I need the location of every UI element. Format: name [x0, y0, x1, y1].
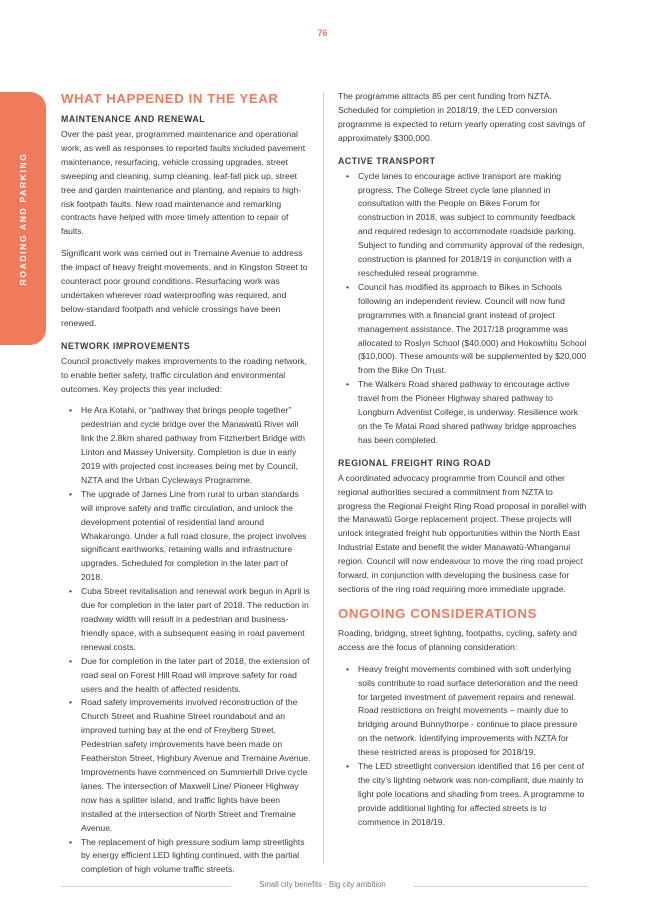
freight-paragraph: A coordinated advocacy programme from Council and other regional authorities secured a commitment from NZTA to progress the Regional Freight Ring Road proposal in parallel with the Manawatū Gorge replacement project. These projects will unlock integrated freight hub opportunities within the North East Industrial Estate and benefit the wider Manawatū-Whanganui region. Council will now endeavour to move the ring road project forward, in conjunction with developing the business case for sections of the ring road requiring more immediate upgrade. [338, 472, 587, 594]
list-item: • Cuba Street revitalisation and renewal work begun in April is due for completion in the later part of 2018. The reduction in roadway width will result in a pedestrian and business-friendly space, with a subsequent easing in road pavement renewal costs. [81, 585, 311, 655]
maintenance-paragraph-1: Over the past year, programmed maintenance and operational work, as well as responses to reported faults included pavement maintenance, resurfacing, vehicle crossing upgrades, street sweeping and cleaning, sump cleaning, leaf-fall pick up, street tree and garden maintenance and planting, and repairs to high-risk footpath faults. New road maintenance and remarking contracts have helped with more timely attention to repair of faults. [61, 129, 306, 237]
list-item: • The upgrade of James Line from rural to urban standards will improve safety and traffic circulation, and unlock the development potential of residential land around Whakarongo. Under a full road closure, the project involves significant earthworks, retaining walls and infrastructure upgrades. Scheduled for completion in the later part of 2018. [81, 488, 311, 585]
ongoing-intro: Roading, bridging, street lighting, footpaths, cycling, safety and access are the focus of planning consideration: [338, 627, 577, 652]
section-heading-ongoing: ONGOING CONSIDERATIONS [338, 605, 538, 621]
network-list [61, 404, 311, 877]
subheading-network: NETWORK IMPROVEMENTS [61, 340, 191, 351]
list-item: • Cycle lanes to encourage active transport are making progress. The College Street cycle lane planned in consultation with the People on Bikes Forum for construction in 2018, was subject to community feedback and required redesign to accommodate roadside parking. Subject to funding and community approval of the redesign, construction is planned for 2018/19 in conjunction with a rescheduled reseal programme. [358, 170, 588, 281]
network-intro: Council proactively makes improvements to the roading network, to enable better safety, traffic circulation and environmental outcomes. Key projects this year included: [61, 355, 307, 394]
section-heading-what-happened: WHAT HAPPENED IN THE YEAR [61, 91, 279, 106]
list-item: • Due for completion in the later part of 2018, the extension of road seal on Forest Hill Road will improve safety for road users and the health of affected residents. [81, 655, 311, 697]
maintenance-paragraph-2: Significant work was carried out in Tremaine Avenue to address the impact of heavy freight movements, and in Kingston Street to counteract poor ground conditions. Resurfacing work was undertaken wherever road waterproofing was required, and below-standard footpath and vehicle crossings have been renewed. [61, 248, 308, 328]
subheading-active-transport: ACTIVE TRANSPORT [338, 155, 436, 166]
list-item: • He Ara Kotahi, or “pathway that brings people together” pedestrian and cycle bridge over the Manawatū River will link the 2.8km shared pathway from Fitzherbert Bridge with Linton and Massey University. Completion is due in early 2019 with projected cost increases being met by Council, NZTA and the Urban Cycleways Programme. [81, 404, 311, 487]
section-side-tab [0, 92, 46, 345]
side-tab-label: ROADING AND PARKING [18, 151, 28, 286]
ongoing-list [338, 663, 588, 830]
footer-tagline: Small city benefits · Big city ambition [259, 880, 386, 889]
list-item: • Road safety improvements involved reconstruction of the Church Street and Ruahine Street roundabout and an improved turning bay at the end of Freyberg Street. Pedestrian safety improvements have been made on Featherston Street, Highbury Avenue and Tremaine Avenue. Improvements have commenced on Summerhill Drive cycle lanes. The intersection of Maxwell Line/ Pioneer Highway now has a splitter island, and traffic lights have been installed at the intersection of North Street and Tremaine Avenue. [81, 696, 311, 835]
led-paragraph: The programme attracts 85 per cent funding from NZTA. Scheduled for completion in 2018/19, the LED conversion programme is expected to return yearly operating cost savings of approximately $300,000. [338, 91, 585, 143]
list-item: • Heavy freight movements combined with soft underlying soils contribute to road surface deterioration and the need for targeted investment of pavement repairs and renewal. Road restrictions on freight movements – mainly due to bridging around Bunnythorpe - continue to place pressure on the network. Identifying improvements with NZTA for these restricted areas is proposed for 2018/19. [358, 663, 588, 760]
list-item: • The replacement of high pressure sodium lamp streetlights by energy efficient LED lighting continued, with the partial completion of high volume traffic streets. [81, 836, 311, 878]
list-item: • The LED streetlight conversion identified that 16 per cent of the city’s lighting network was non-compliant, due mainly to light pole locations and shading from trees. A programme to provide additional lighting for affected streets is to commence in 2018/19. [358, 760, 588, 830]
list-item: • Council has modified its approach to Bikes in Schools following an independent review. Council will now fund programmes with a financial grant instead of project management assistance. The 2017/18 programme was allocated to Roslyn School ($40,000) and Hokowhitu School ($10,000). These amounts will be supplemented by $20,000 from the Bike On Trust. [358, 281, 588, 378]
active-transport-list [338, 170, 588, 448]
column-divider [323, 92, 324, 864]
right-column [338, 90, 588, 838]
list-item: • The Walkers Road shared pathway to encourage active travel from the Pioneer Highway shared pathway to Longburn Adventist College, is underway. Resilience work on the Te Matai Road shared pathway bridge approaches has been completed. [358, 378, 588, 448]
left-column [61, 90, 311, 885]
subheading-maintenance: MAINTENANCE AND RENEWAL [61, 114, 206, 124]
page-number: 76 [317, 28, 328, 38]
subheading-freight-ring-road: REGIONAL FREIGHT RING ROAD [338, 457, 492, 468]
